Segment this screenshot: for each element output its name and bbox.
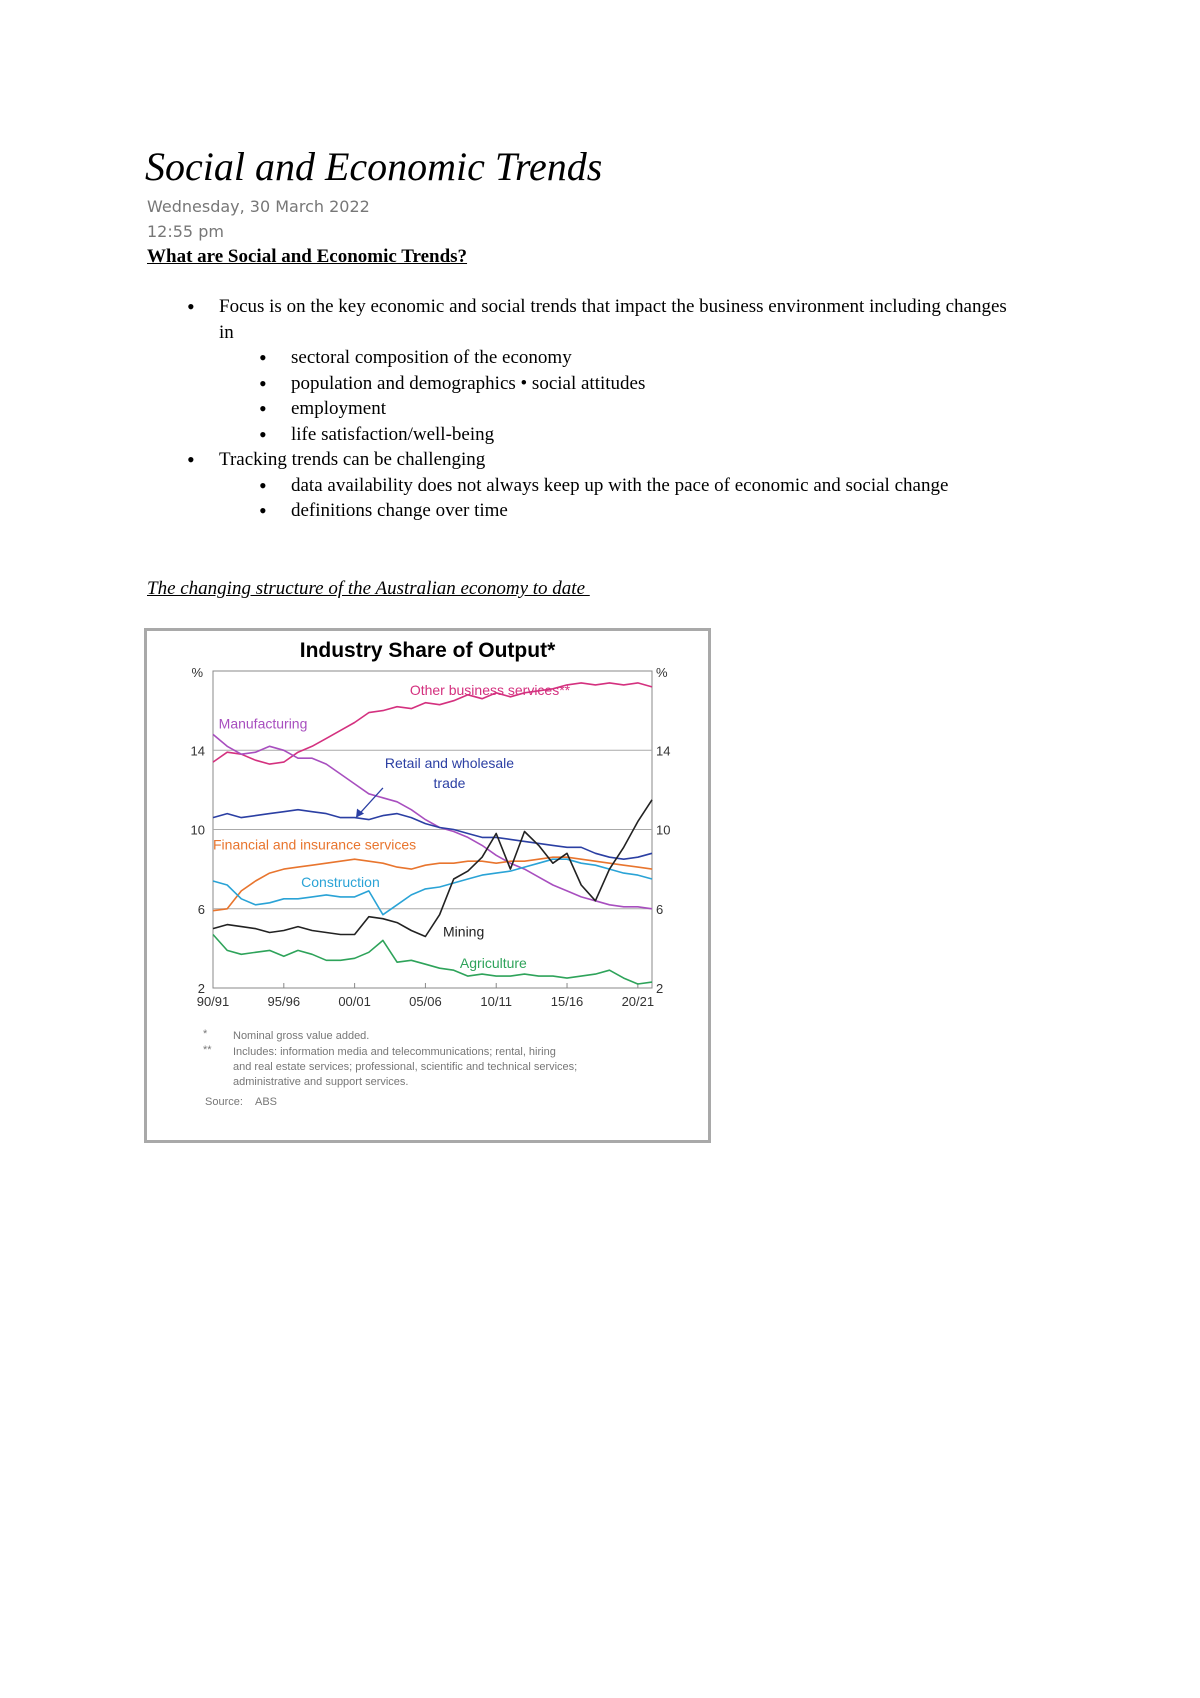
bullet-list xyxy=(147,294,1007,524)
series-line xyxy=(213,857,652,911)
bullet-icon: • xyxy=(259,421,267,447)
sub-list-item xyxy=(219,345,1007,371)
y-tick-label-left: 6 xyxy=(197,901,205,917)
sub-list-item-text: definitions change over time xyxy=(291,500,508,521)
sub-list xyxy=(219,473,1007,524)
y-tick-label-right: 2 xyxy=(656,981,664,996)
section-heading: What are Social and Economic Trends? xyxy=(147,246,468,267)
list-item-text: Tracking trends can be challenging xyxy=(219,449,486,470)
footnote-text: administrative and support services. xyxy=(233,1076,409,1088)
y-tick-label-left: 10 xyxy=(190,822,205,838)
bullet-icon: • xyxy=(259,472,267,498)
sub-list-item-text: employment xyxy=(291,398,386,419)
page-date: Wednesday, 30 March 2022 xyxy=(147,197,370,216)
footnote-mark: * xyxy=(203,1028,208,1040)
chart-caption: The changing structure of the Australian economy to date xyxy=(147,578,590,599)
footnote-mark: ** xyxy=(203,1044,212,1056)
x-tick-label: 00/01 xyxy=(338,994,371,1009)
series-label: Construction xyxy=(301,873,380,890)
x-tick-label: 90/91 xyxy=(196,994,230,1009)
y-tick-label-left: 14 xyxy=(190,743,205,759)
chart-title: Industry Share of Output* xyxy=(299,639,556,662)
y-axis-unit-left: % xyxy=(191,665,203,680)
sub-list-item-text: data availability does not always keep up with the pace of economic and social change xyxy=(291,474,949,496)
series-label: Manufacturing xyxy=(218,715,308,732)
bullet-icon: • xyxy=(259,498,267,523)
bullet-icon: • xyxy=(259,345,267,370)
series-label: Other business services** xyxy=(409,681,571,698)
page-time: 12:55 pm xyxy=(147,222,224,241)
sub-list-item xyxy=(219,422,1007,448)
x-tick-label: 95/96 xyxy=(267,994,301,1009)
list-item xyxy=(147,447,1007,524)
y-axis-unit-right: % xyxy=(656,665,668,680)
series-line xyxy=(213,800,652,940)
sub-list-item xyxy=(219,371,1007,397)
sub-list xyxy=(219,345,1007,447)
bullet-icon: • xyxy=(187,294,195,319)
sub-list-item-text: life satisfaction/well-being xyxy=(291,423,495,445)
y-tick-label-right: 14 xyxy=(656,743,671,759)
sub-list-item-text: population and demographics • social attitudes xyxy=(291,372,646,394)
sub-list-item xyxy=(219,396,1007,422)
series-label: Financial and insurance services xyxy=(213,836,417,853)
x-tick-label: 20/21 xyxy=(621,994,655,1009)
y-tick-label-left: 2 xyxy=(197,981,205,996)
y-tick-label-right: 10 xyxy=(656,822,671,838)
series-label: Retail and wholesale xyxy=(384,755,515,772)
source-value: ABS xyxy=(255,1096,278,1108)
series-label: Mining xyxy=(443,923,485,940)
source-label: Source: xyxy=(205,1096,243,1108)
footnote-text: Includes: information media and telecommunications; rental, hiring xyxy=(233,1046,556,1058)
list-item xyxy=(147,294,1007,447)
series-label: trade xyxy=(433,774,466,791)
footnote-text: Nominal gross value added. xyxy=(233,1030,370,1042)
x-tick-label: 15/16 xyxy=(550,994,584,1009)
bullet-icon: • xyxy=(187,447,195,472)
series-label: Agriculture xyxy=(459,955,527,972)
x-tick-label: 10/11 xyxy=(480,994,513,1009)
footnote-text: and real estate services; professional, scientific and technical services; xyxy=(233,1061,578,1073)
y-tick-label-right: 6 xyxy=(656,901,664,917)
series-line xyxy=(213,859,652,915)
bullet-icon: • xyxy=(259,396,267,421)
bullet-icon: • xyxy=(259,370,267,396)
x-tick-label: 05/06 xyxy=(409,994,442,1009)
sub-list-item xyxy=(219,498,1007,524)
page-title: Social and Economic Trends xyxy=(145,144,603,189)
series-line xyxy=(213,935,652,985)
list-item-text: Focus is on the key economic and social trends that impact the business environment including changes in xyxy=(219,296,1007,343)
sub-list-item xyxy=(219,473,1007,499)
chart-figure xyxy=(144,628,711,1143)
sub-list-item-text: sectoral composition of the economy xyxy=(291,347,572,368)
